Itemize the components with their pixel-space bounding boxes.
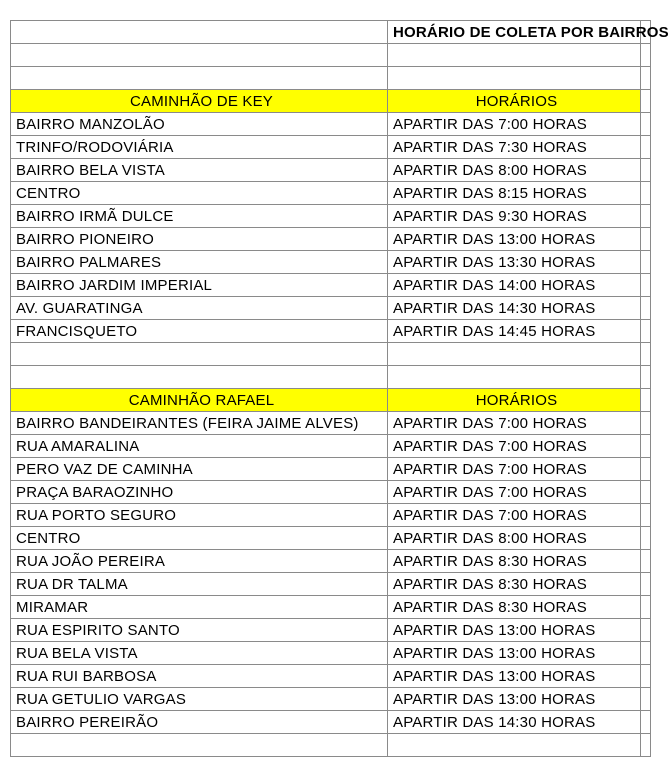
time-cell[interactable]: APARTIR DAS 7:00 HORAS xyxy=(388,113,641,136)
neighborhood-cell[interactable]: RUA JOÃO PEREIRA xyxy=(11,550,388,573)
neighborhood-cell[interactable]: RUA GETULIO VARGAS xyxy=(11,688,388,711)
cell[interactable] xyxy=(11,366,388,389)
time-cell[interactable]: APARTIR DAS 13:00 HORAS xyxy=(388,665,641,688)
table-row xyxy=(11,458,651,481)
neighborhood-cell[interactable]: PERO VAZ DE CAMINHA xyxy=(11,458,388,481)
time-cell[interactable]: APARTIR DAS 7:00 HORAS xyxy=(388,412,641,435)
cell[interactable] xyxy=(11,21,388,44)
time-cell[interactable]: APARTIR DAS 9:30 HORAS xyxy=(388,205,641,228)
times-header[interactable]: HORÁRIOS xyxy=(388,389,641,412)
time-cell[interactable]: APARTIR DAS 8:15 HORAS xyxy=(388,182,641,205)
cell[interactable] xyxy=(11,734,388,757)
cell[interactable] xyxy=(641,642,651,665)
cell[interactable] xyxy=(641,481,651,504)
table-row xyxy=(11,573,651,596)
time-cell[interactable]: APARTIR DAS 7:00 HORAS xyxy=(388,481,641,504)
table-row xyxy=(11,527,651,550)
cell[interactable] xyxy=(641,90,651,113)
title-row xyxy=(11,21,651,44)
empty-row xyxy=(11,734,651,757)
schedule-title[interactable]: HORÁRIO DE COLETA POR BAIRROS xyxy=(388,21,641,44)
neighborhood-cell[interactable]: RUA PORTO SEGURO xyxy=(11,504,388,527)
neighborhood-cell[interactable]: TRINFO/RODOVIÁRIA xyxy=(11,136,388,159)
empty-row xyxy=(11,44,651,67)
empty-row xyxy=(11,366,651,389)
neighborhood-cell[interactable]: RUA ESPIRITO SANTO xyxy=(11,619,388,642)
neighborhood-cell[interactable]: FRANCISQUETO xyxy=(11,320,388,343)
table-row xyxy=(11,412,651,435)
neighborhood-cell[interactable]: BAIRRO BELA VISTA xyxy=(11,159,388,182)
table-row xyxy=(11,205,651,228)
cell[interactable] xyxy=(641,458,651,481)
table-row xyxy=(11,113,651,136)
table-row xyxy=(11,619,651,642)
truck-name[interactable]: CAMINHÃO DE KEY xyxy=(11,90,388,113)
cell[interactable] xyxy=(11,343,388,366)
empty-row xyxy=(11,67,651,90)
cell[interactable] xyxy=(641,619,651,642)
empty-row xyxy=(11,343,651,366)
table-row xyxy=(11,665,651,688)
neighborhood-cell[interactable]: AV. GUARATINGA xyxy=(11,297,388,320)
collection-schedule-table xyxy=(10,20,669,757)
neighborhood-cell[interactable]: PRAÇA BARAOZINHO xyxy=(11,481,388,504)
cell[interactable] xyxy=(641,596,651,619)
table-row xyxy=(11,228,651,251)
table-row xyxy=(11,688,651,711)
neighborhood-cell[interactable]: BAIRRO BANDEIRANTES (FEIRA JAIME ALVES) xyxy=(11,412,388,435)
cell[interactable] xyxy=(641,205,651,228)
neighborhood-cell[interactable]: BAIRRO IRMÃ DULCE xyxy=(11,205,388,228)
time-cell[interactable]: APARTIR DAS 8:00 HORAS xyxy=(388,527,641,550)
table-row xyxy=(11,297,651,320)
time-cell[interactable]: APARTIR DAS 8:30 HORAS xyxy=(388,550,641,573)
time-cell[interactable]: APARTIR DAS 7:00 HORAS xyxy=(388,504,641,527)
cell[interactable] xyxy=(641,274,651,297)
table-row xyxy=(11,642,651,665)
time-cell[interactable]: APARTIR DAS 14:30 HORAS xyxy=(388,711,641,734)
neighborhood-cell[interactable]: BAIRRO PALMARES xyxy=(11,251,388,274)
neighborhood-cell[interactable]: RUA DR TALMA xyxy=(11,573,388,596)
section-header-row xyxy=(11,90,651,113)
table-row xyxy=(11,711,651,734)
neighborhood-cell[interactable]: MIRAMAR xyxy=(11,596,388,619)
table-row xyxy=(11,435,651,458)
time-cell[interactable]: APARTIR DAS 7:00 HORAS xyxy=(388,435,641,458)
cell[interactable] xyxy=(388,343,641,366)
cell[interactable] xyxy=(641,435,651,458)
time-cell[interactable]: APARTIR DAS 7:00 HORAS xyxy=(388,458,641,481)
cell[interactable] xyxy=(641,665,651,688)
cell[interactable] xyxy=(11,44,388,67)
cell[interactable] xyxy=(641,550,651,573)
section-header-row xyxy=(11,389,651,412)
table-row xyxy=(11,481,651,504)
neighborhood-cell[interactable]: BAIRRO PEREIRÃO xyxy=(11,711,388,734)
table-row xyxy=(11,251,651,274)
time-cell[interactable]: APARTIR DAS 8:30 HORAS xyxy=(388,573,641,596)
neighborhood-cell[interactable]: RUA BELA VISTA xyxy=(11,642,388,665)
table-row xyxy=(11,136,651,159)
time-cell[interactable]: APARTIR DAS 13:30 HORAS xyxy=(388,251,641,274)
neighborhood-cell[interactable]: RUA AMARALINA xyxy=(11,435,388,458)
cell[interactable] xyxy=(641,573,651,596)
neighborhood-cell[interactable]: BAIRRO PIONEIRO xyxy=(11,228,388,251)
cell[interactable] xyxy=(388,44,641,67)
table-row xyxy=(11,182,651,205)
neighborhood-cell[interactable]: BAIRRO JARDIM IMPERIAL xyxy=(11,274,388,297)
time-cell[interactable]: APARTIR DAS 8:00 HORAS xyxy=(388,159,641,182)
neighborhood-cell[interactable]: CENTRO xyxy=(11,527,388,550)
time-cell[interactable]: APARTIR DAS 8:30 HORAS xyxy=(388,596,641,619)
cell[interactable] xyxy=(641,366,651,389)
neighborhood-cell[interactable]: CENTRO xyxy=(11,182,388,205)
table-row xyxy=(11,596,651,619)
cell[interactable] xyxy=(641,504,651,527)
table-row xyxy=(11,320,651,343)
cell[interactable] xyxy=(641,320,651,343)
table-row xyxy=(11,550,651,573)
cell[interactable] xyxy=(641,67,651,90)
cell[interactable] xyxy=(388,366,641,389)
cell[interactable] xyxy=(641,734,651,757)
cell[interactable] xyxy=(388,734,641,757)
cell[interactable] xyxy=(641,159,651,182)
truck-name[interactable]: CAMINHÃO RAFAEL xyxy=(11,389,388,412)
cell[interactable] xyxy=(641,343,651,366)
cell[interactable] xyxy=(641,688,651,711)
cell[interactable] xyxy=(641,711,651,734)
cell[interactable] xyxy=(641,251,651,274)
times-header[interactable]: HORÁRIOS xyxy=(388,90,641,113)
time-cell[interactable]: APARTIR DAS 13:00 HORAS xyxy=(388,688,641,711)
cell[interactable] xyxy=(641,182,651,205)
time-cell[interactable]: APARTIR DAS 14:45 HORAS xyxy=(388,320,641,343)
table-row xyxy=(11,504,651,527)
time-cell[interactable]: APARTIR DAS 13:00 HORAS xyxy=(388,642,641,665)
cell[interactable] xyxy=(388,67,641,90)
table-row xyxy=(11,159,651,182)
time-cell[interactable]: APARTIR DAS 13:00 HORAS xyxy=(388,619,641,642)
cell[interactable] xyxy=(11,67,388,90)
cell[interactable] xyxy=(641,527,651,550)
neighborhood-cell[interactable]: BAIRRO MANZOLÃO xyxy=(11,113,388,136)
cell[interactable] xyxy=(641,297,651,320)
time-cell[interactable]: APARTIR DAS 14:30 HORAS xyxy=(388,297,641,320)
cell[interactable] xyxy=(641,113,651,136)
time-cell[interactable]: APARTIR DAS 13:00 HORAS xyxy=(388,228,641,251)
time-cell[interactable]: APARTIR DAS 7:30 HORAS xyxy=(388,136,641,159)
cell[interactable] xyxy=(641,228,651,251)
cell[interactable] xyxy=(641,44,651,67)
neighborhood-cell[interactable]: RUA RUI BARBOSA xyxy=(11,665,388,688)
table-row xyxy=(11,274,651,297)
cell[interactable] xyxy=(641,412,651,435)
cell[interactable] xyxy=(641,136,651,159)
time-cell[interactable]: APARTIR DAS 14:00 HORAS xyxy=(388,274,641,297)
table-body xyxy=(11,21,669,757)
cell[interactable] xyxy=(641,389,651,412)
